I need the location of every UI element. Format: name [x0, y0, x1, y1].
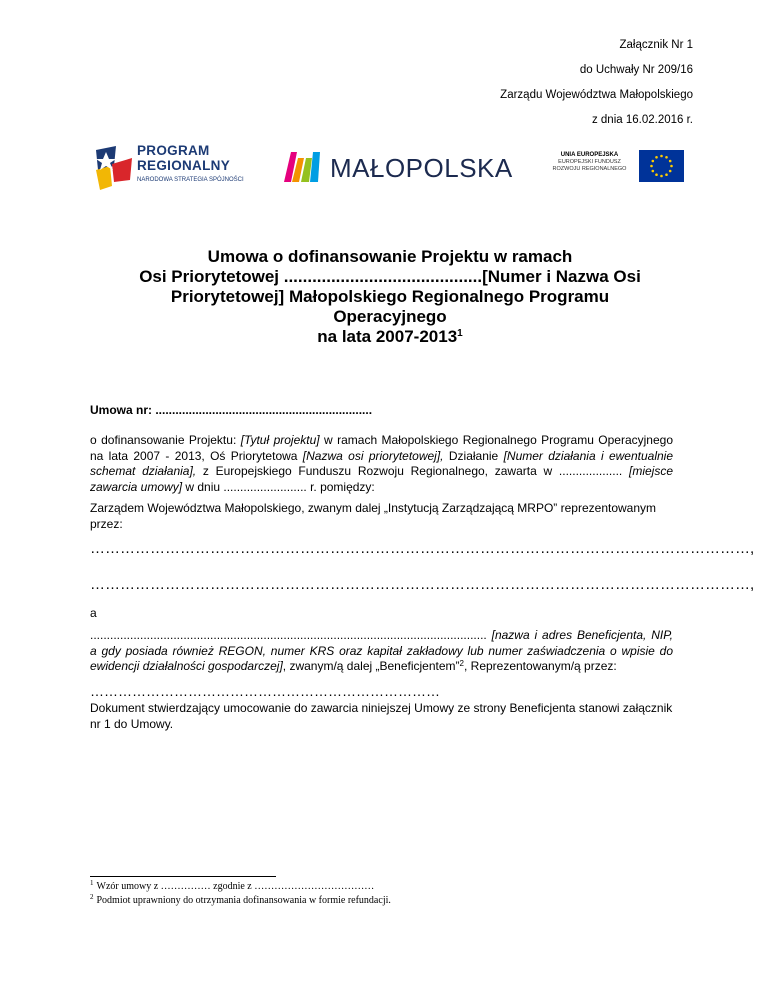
footnote-2-number: 2 [90, 893, 94, 901]
regionalny-label: REGIONALNY [137, 158, 231, 173]
eu-text [547, 152, 632, 173]
contract-number: Umowa nr: ................................................................. [90, 403, 373, 417]
conjunction-a: a [90, 606, 97, 620]
title-years: na lata 2007-2013 [317, 327, 458, 346]
malopolska-logo [282, 148, 522, 188]
program-regionalny-logo [92, 140, 257, 192]
title-line-1: Umowa o dofinansowanie Projektu w ramach [207, 247, 573, 266]
title-line-2: Osi Priorytetowej ..........................................[Numer i Nazwa Osi [139, 267, 641, 286]
logo-strip [92, 140, 684, 192]
representative-line-1: ……………………………………………………………………………………………………………………, [90, 540, 755, 557]
resolution-number: do Uchwały Nr 209/16 [579, 64, 693, 76]
eu-fund-line1: EUROPEJSKI FUNDUSZ [558, 159, 621, 165]
document-title [90, 247, 690, 347]
footnote-ref-2: 2 [459, 659, 464, 668]
p1-text-g: z Europejskiego Funduszu Rozwoju Regionalnego, zawarta w ................... [196, 464, 629, 478]
eu-logo [547, 150, 684, 184]
project-title-placeholder: [Tytuł projektu] [240, 433, 320, 447]
resolution-date: z dnia 16.02.2016 r. [591, 114, 693, 126]
program-label: PROGRAM [137, 143, 210, 158]
strategy-label: NARODOWA STRATEGIA SPÓJNOŚCI [137, 177, 244, 183]
annex-header [500, 33, 693, 133]
beneficiary-representative-line: ………………………………………………………………… [90, 683, 440, 699]
eu-title: UNIA EUROPEJSKA [560, 152, 619, 158]
p1-text-i: w dniu ......................... r. pomiędzy: [182, 479, 375, 494]
measure-placeholder: [Numer działania i ewentualnie schemat działania], [90, 448, 674, 478]
title-line-4: Operacyjnego [333, 307, 447, 326]
malopolska-wordmark: MAŁOPOLSKA [330, 153, 513, 183]
place-placeholder: [miejsce zawarcia umowy] [90, 464, 673, 494]
priority-axis-placeholder: [Nazwa osi priorytetowej], [302, 448, 444, 463]
managing-authority-paragraph: Zarządem Województwa Małopolskiego, zwanym dalej „Instytucją Zarządzającą MRPO” reprezentowanym przez: [90, 501, 657, 531]
footnote-1-number: 1 [90, 879, 94, 887]
malopolska-m-icon [282, 148, 324, 184]
p3-text-c: , zwanym/ą dalej „Beneficjentem” [282, 659, 460, 673]
program-regionalny-emblem-icon [92, 140, 134, 192]
eu-fund-line2: ROZWOJU REGIONALNEGO [552, 166, 627, 172]
eu-flag-icon [639, 150, 684, 182]
contract-subject-paragraph [90, 433, 673, 495]
title-line-5 [90, 327, 690, 347]
p1-text-c: w ramach Małopolskiego Regionalnego Programu Operacyjnego na lata 2007 - 2013, Oś Priorytetowa [90, 433, 674, 463]
title-line-3: Priorytetowej] Małopolskiego Regionalnego Programu [170, 287, 610, 306]
footnote-1-text: Wzór umowy z …………… zgodnie z ……………………………… [96, 881, 375, 892]
footnote-ref-1: 1 [457, 328, 463, 339]
footnote-2-text: Podmiot uprawniony do otrzymania dofinansowania w formie refundacji. [96, 895, 391, 906]
p3-text-d: , Reprezentowanym/ą przez: [463, 659, 617, 673]
p1-text-a: o dofinansowanie Projektu: [90, 433, 241, 447]
authorization-paragraph: Dokument stwierdzający umocowanie do zawarcia niniejszej Umowy ze strony Beneficjenta stanowi załącznik nr 1 do Umowy. [90, 701, 673, 731]
representative-line-2: ……………………………………………………………………………………………………………………, [90, 576, 755, 593]
footnote-1 [90, 881, 374, 892]
beneficiary-paragraph [90, 628, 673, 675]
annex-number: Załącznik Nr 1 [619, 39, 693, 51]
board-name: Zarządu Województwa Małopolskiego [500, 89, 693, 101]
beneficiary-placeholder: [nazwa i adres Beneficjenta, NIP, a gdy posiada również REGON, numer KRS oraz kapitał zakładowy lub numer zaświadczenia o wpisie do ewidencji działalności gospodarczej] [90, 628, 674, 673]
p3-dots: ....................................................................................................................... [90, 628, 492, 642]
footnote-separator [90, 876, 276, 877]
p1-text-e: Działanie [443, 448, 504, 463]
footnote-2 [90, 895, 391, 906]
